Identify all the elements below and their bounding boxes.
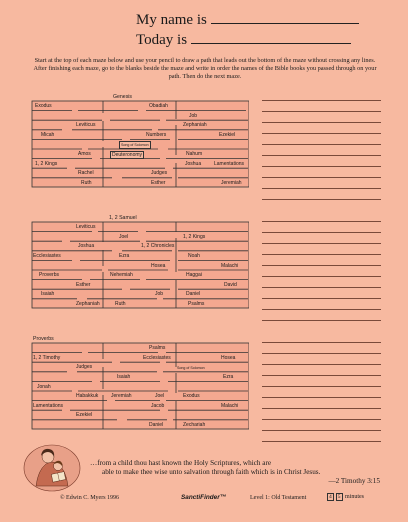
maze-cell: Joel — [119, 234, 129, 240]
answer-line[interactable] — [262, 111, 381, 112]
maze-cell: Psalms — [188, 301, 205, 307]
maze-cell: Lamentations — [214, 161, 245, 167]
quote-line-2: able to make thee wise unto salvation through faith which is in Christ Jesus. — [102, 468, 321, 476]
answer-line[interactable] — [262, 375, 381, 376]
answer-line[interactable] — [262, 430, 381, 431]
answer-line[interactable] — [262, 133, 381, 134]
maze-cell: Malachi — [221, 403, 239, 409]
instructions: Start at the top of each maze below and use your pencil to draw a path that leads out the bottom of the maze without crossing any lines. After finishing each maze, go to the blanks beside the maze and write in order the names of the Bible books you passed through on your path. Then do the next maze. — [33, 57, 377, 80]
maze-cell: Jeremiah — [111, 393, 132, 399]
maze-cell: Ezekiel — [219, 132, 236, 138]
name-label: My name is — [136, 12, 207, 28]
maze-cell: Amos — [78, 151, 91, 157]
answer-line[interactable] — [262, 254, 381, 255]
maze-cell: Leviticus — [76, 224, 96, 230]
scripture-quote — [90, 459, 390, 486]
today-label: Today is — [136, 32, 188, 48]
maze-cell: Proverbs — [39, 272, 60, 278]
answer-line[interactable] — [262, 386, 381, 387]
level-label: Level 1: Old Testament — [250, 495, 307, 501]
answer-line[interactable] — [262, 199, 381, 200]
maze-cell: Song of Solomon — [121, 143, 149, 147]
maze-3[interactable] — [31, 338, 249, 431]
answer-line[interactable] — [262, 342, 381, 343]
maze-cell: Ecclesiastes — [143, 355, 171, 361]
maze-cell: Zephaniah — [183, 122, 207, 128]
answer-line[interactable] — [262, 243, 381, 244]
maze-cell: Esther — [151, 180, 166, 186]
quote-line-1: …from a child thou hast known the Holy Scriptures, which are — [90, 459, 272, 467]
answer-line[interactable] — [262, 287, 381, 288]
maze-cell: Zechariah — [183, 422, 206, 428]
maze-cell: Song of Solomon — [177, 366, 205, 370]
maze-cell: Habakkuk — [76, 393, 99, 399]
answer-line[interactable] — [262, 221, 381, 222]
maze-cell: 1, 2 Kings — [183, 234, 206, 240]
name-blank[interactable] — [211, 11, 359, 24]
quote-reference: —2 Timothy 3:15 — [328, 477, 380, 485]
maze-cell: Isaiah — [117, 374, 131, 380]
maze-3-grid — [31, 338, 249, 431]
answer-line[interactable] — [262, 320, 381, 321]
answer-line[interactable] — [262, 188, 381, 189]
maze-cell: Joshua — [78, 243, 95, 249]
maze-cell: Zephaniah — [76, 301, 100, 307]
maze-cell: David — [224, 282, 237, 288]
maze-cell: Jeremiah — [221, 180, 242, 186]
date-blank[interactable] — [191, 31, 351, 44]
maze-cell: Ruth — [115, 301, 126, 307]
maze-cell: Haggai — [186, 272, 202, 278]
maze-cell: Ezra — [223, 374, 234, 380]
answer-line[interactable] — [262, 397, 381, 398]
answer-line[interactable] — [262, 353, 381, 354]
brand-name: SanctiFinder™ — [181, 494, 227, 501]
maze-cell: Micah — [41, 132, 55, 138]
maze-2[interactable] — [31, 217, 249, 310]
minutes-box-a: 4 — [329, 494, 332, 500]
maze-cell: Nehemiah — [110, 272, 133, 278]
maze-cell: 1, 2 Kings — [35, 161, 58, 167]
answer-line[interactable] — [262, 419, 381, 420]
maze-cell: Joel — [155, 393, 165, 399]
answer-line[interactable] — [262, 166, 381, 167]
maze-cell: Obadiah — [149, 103, 168, 109]
maze-cell: Daniel — [149, 422, 164, 428]
minutes-indicator — [326, 493, 364, 501]
answer-line[interactable] — [262, 364, 381, 365]
answer-line[interactable] — [262, 100, 381, 101]
maze-cell: Psalms — [149, 345, 166, 351]
answer-line[interactable] — [262, 298, 381, 299]
date-field[interactable] — [136, 31, 351, 48]
maze-cell: Judges — [151, 170, 168, 176]
maze-cell: Hosea — [151, 263, 166, 269]
maze-cell: Hosea — [221, 355, 236, 361]
maze-cell: Exodus — [35, 103, 52, 109]
maze-cell: Jacob — [151, 403, 165, 409]
name-field[interactable] — [136, 11, 359, 28]
maze-cell: Leviticus — [76, 122, 96, 128]
maze-cell: Ruth — [81, 180, 92, 186]
answer-line[interactable] — [262, 441, 381, 442]
answer-line[interactable] — [262, 122, 381, 123]
maze-cell: Exodus — [183, 393, 200, 399]
maze-cell: Job — [189, 113, 198, 119]
maze-cell: Daniel — [186, 291, 201, 297]
answer-line[interactable] — [262, 265, 381, 266]
maze-1-title: Genesis — [113, 94, 133, 100]
answer-line[interactable] — [262, 232, 381, 233]
maze-cell: 1, 2 Chronicles — [141, 243, 175, 249]
answer-line[interactable] — [262, 309, 381, 310]
maze-2-grid — [31, 217, 249, 310]
maze-cell: Deuteronomy — [112, 151, 143, 158]
maze-cell: Jonah — [37, 384, 51, 390]
maze-cell: Nahum — [186, 151, 203, 157]
minutes-label: minutes — [345, 494, 364, 500]
maze-cell: Esther — [76, 282, 91, 288]
maze-cell: Isaiah — [41, 291, 55, 297]
mother-child-illustration — [22, 440, 82, 492]
maze-cell: Lamentations — [33, 403, 64, 409]
maze-cell: Rachel — [78, 170, 94, 176]
copyright: © Edwin C. Myers 1996 — [60, 495, 120, 501]
maze-cell: Job — [155, 291, 164, 297]
maze-cell: Noah — [188, 253, 200, 259]
maze-cell: Judges — [76, 364, 93, 370]
maze-1[interactable] — [31, 96, 249, 189]
maze-cell: 1, 2 Timothy — [33, 355, 61, 361]
maze-cell: Joshua — [185, 161, 202, 167]
maze-cell: Numbers — [146, 132, 167, 138]
maze-cell: Malachi — [221, 263, 239, 269]
maze-3-title: Proverbs — [33, 336, 54, 342]
answer-line[interactable] — [262, 408, 381, 409]
maze-cell: Ezra — [119, 253, 130, 259]
maze-cell: Ecclesiastes — [33, 253, 61, 259]
minutes-box-b: 5 — [337, 494, 341, 500]
maze-cell: Ezekiel — [76, 412, 93, 418]
answer-line[interactable] — [262, 144, 381, 145]
answer-line[interactable] — [262, 155, 381, 156]
maze-2-title: 1, 2 Samuel — [109, 215, 137, 221]
answer-line[interactable] — [262, 276, 381, 277]
answer-line[interactable] — [262, 177, 381, 178]
